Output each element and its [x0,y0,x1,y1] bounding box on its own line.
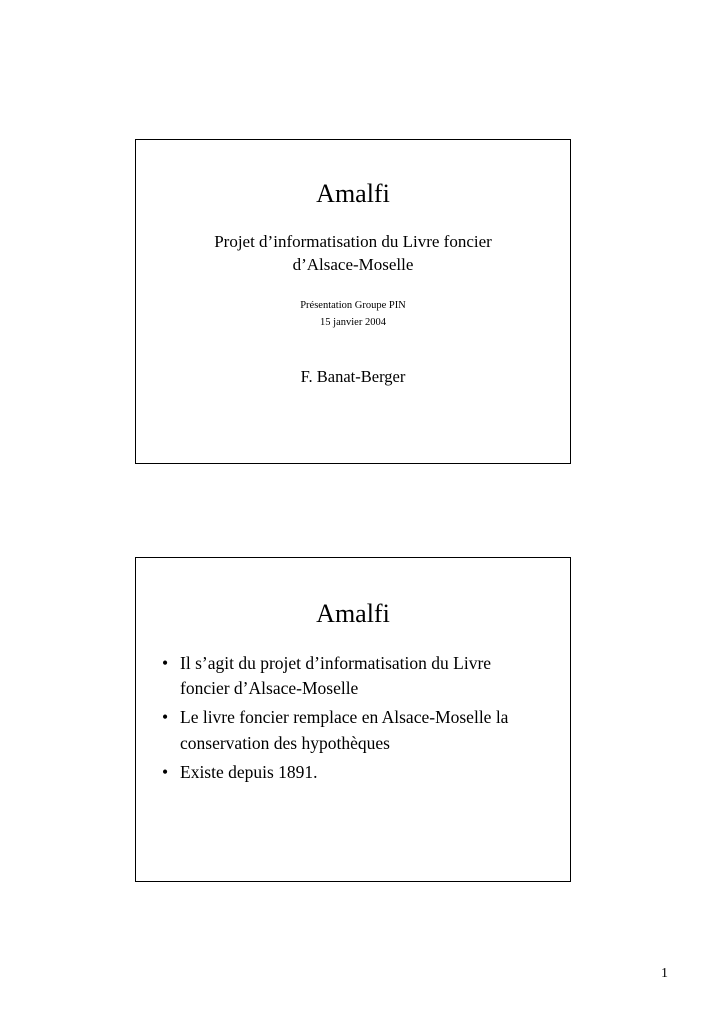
slide-1-meta [136,298,570,332]
bullet-icon: • [162,652,169,673]
slide-1-meta-line-2: 15 janvier 2004 [320,317,386,329]
slide-1-meta-line-1: Présentation Groupe PIN [300,300,406,312]
page-number: 1 [661,966,668,981]
slide-1-subtitle-line-2: d’Alsace-Moselle [292,254,414,274]
slide-1 [135,139,571,464]
slide-2-bullet-list [136,651,570,786]
bullet-icon: • [162,762,169,783]
list-item [162,705,536,756]
list-item-text: Il s’agit du projet d’informatisation du Livre foncier d’Alsace-Moselle [180,652,492,698]
slide-1-subtitle-line-1: Projet d’informatisation du Livre foncier [214,231,492,251]
slide-2-title: Amalfi [316,599,390,628]
list-item-text: Le livre foncier remplace en Alsace-Moselle la conservation des hypothèques [180,707,509,753]
slide-2 [135,557,571,882]
slide-1-title: Amalfi [316,179,390,208]
slide-1-author: F. Banat-Berger [300,367,406,387]
list-item [162,760,536,785]
list-item-text: Existe depuis 1891. [180,762,318,783]
bullet-icon: • [162,707,169,728]
list-item [162,651,536,702]
slide-1-subtitle [136,231,570,277]
